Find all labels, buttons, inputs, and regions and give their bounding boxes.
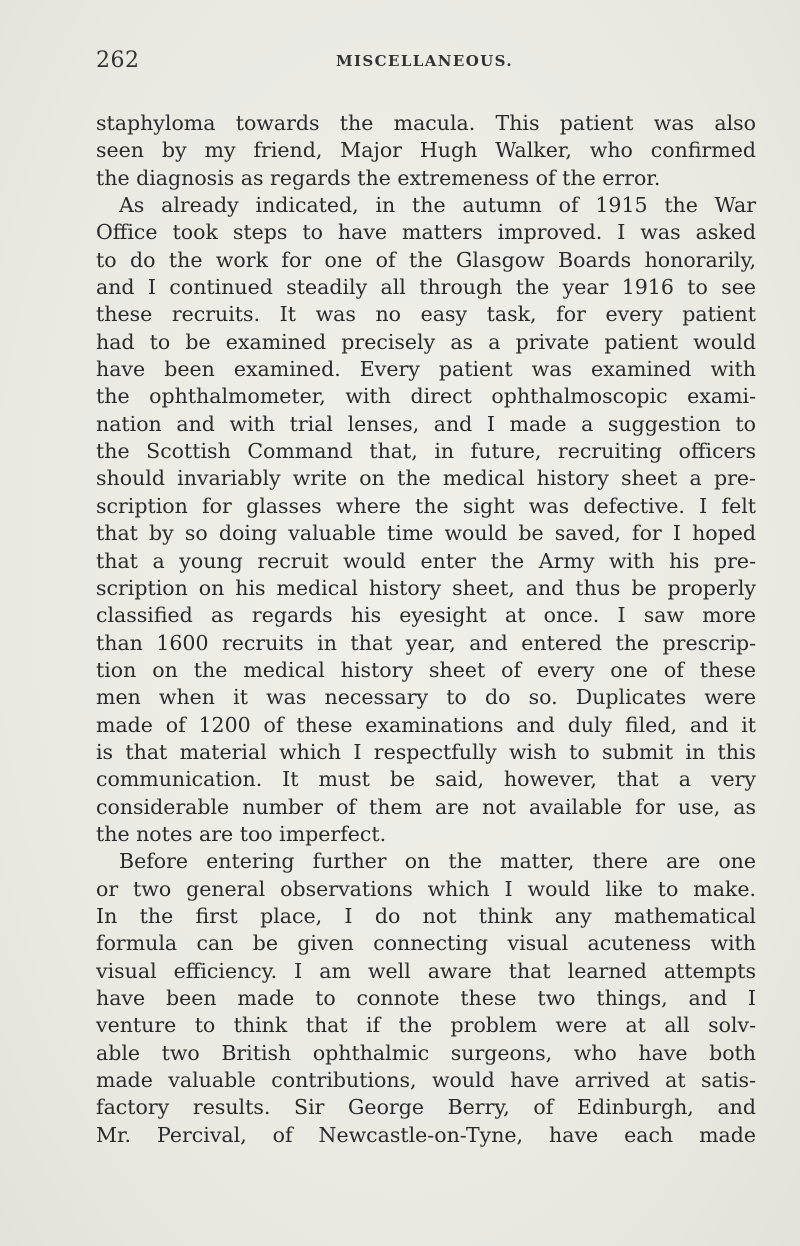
text-line: tion on the medical history sheet of every one of these — [96, 657, 756, 682]
text-line: able two British ophthalmic surgeons, who have both — [96, 1040, 756, 1065]
text-line: In the first place, I do not think any mathematical — [96, 903, 756, 928]
text-line: the Scottish Command that, in future, recruiting officers — [96, 439, 756, 464]
text-line: venture to think that if the problem were at all solv- — [96, 1013, 756, 1038]
text-line: formula can be given connecting visual acuteness with — [96, 931, 756, 956]
text-line: men when it was necessary to do so. Duplicates were — [96, 685, 756, 710]
text-line: should invariably write on the medical history sheet a pre- — [96, 466, 756, 491]
text-line: these recruits. It was no easy task, for every patient — [96, 302, 756, 327]
text-line: As already indicated, in the autumn of 1915 the War — [119, 193, 756, 218]
text-line: seen by my friend, Major Hugh Walker, who confirmed — [96, 138, 756, 163]
text-line: had to be examined precisely as a private patient would — [96, 329, 756, 354]
text-line: classified as regards his eyesight at once. I saw more — [96, 603, 756, 628]
running-head — [96, 48, 736, 80]
text-line: that a young recruit would enter the Army with his pre- — [96, 548, 756, 573]
text-line: than 1600 recruits in that year, and entered the prescrip- — [96, 630, 756, 655]
text-line: visual efficiency. I am well aware that learned attempts — [96, 958, 756, 983]
text-line: Before entering further on the matter, there are one — [119, 849, 756, 874]
running-title: MISCELLANEOUS. — [336, 52, 513, 70]
text-line: scription for glasses where the sight was defective. I felt — [96, 493, 756, 518]
text-line: that by so doing valuable time would be saved, for I hoped — [96, 521, 756, 546]
text-line: the notes are too imperfect. — [96, 821, 387, 846]
text-line: have been examined. Every patient was examined with — [96, 357, 756, 382]
text-line: made of 1200 of these examinations and duly filed, and it — [96, 712, 756, 737]
text-line: is that material which I respectfully wish to submit in this — [96, 739, 756, 764]
text-line: staphyloma towards the macula. This patient was also — [96, 111, 756, 135]
text-line: the ophthalmometer, with direct ophthalmoscopic exami- — [96, 384, 756, 409]
text-line: Mr. Percival, of Newcastle-on-Tyne, have each made — [96, 1122, 756, 1147]
text-line: the diagnosis as regards the extremeness of the error. — [96, 165, 661, 190]
text-line: factory results. Sir George Berry, of Edinburgh, and — [96, 1095, 756, 1120]
text-line: or two general observations which I would like to make. — [96, 876, 756, 901]
text-line: nation and with trial lenses, and I made a suggestion to — [96, 411, 756, 436]
text-line: scription on his medical history sheet, and thus be properly — [96, 575, 756, 600]
text-line: considerable number of them are not available for use, as — [96, 794, 756, 819]
text-line: have been made to connote these two things, and I — [96, 986, 756, 1010]
text-line: and I continued steadily all through the year 1916 to see — [96, 275, 756, 300]
body-text — [96, 110, 756, 1149]
text-line: made valuable contributions, would have arrived at satis- — [96, 1068, 756, 1093]
text-line: Office took steps to have matters improved. I was asked — [96, 220, 756, 245]
page-number: 262 — [96, 48, 140, 73]
text-line: to do the work for one of the Glasgow Boards honorarily, — [96, 247, 756, 272]
text-line: communication. It must be said, however, that a very — [96, 767, 756, 792]
